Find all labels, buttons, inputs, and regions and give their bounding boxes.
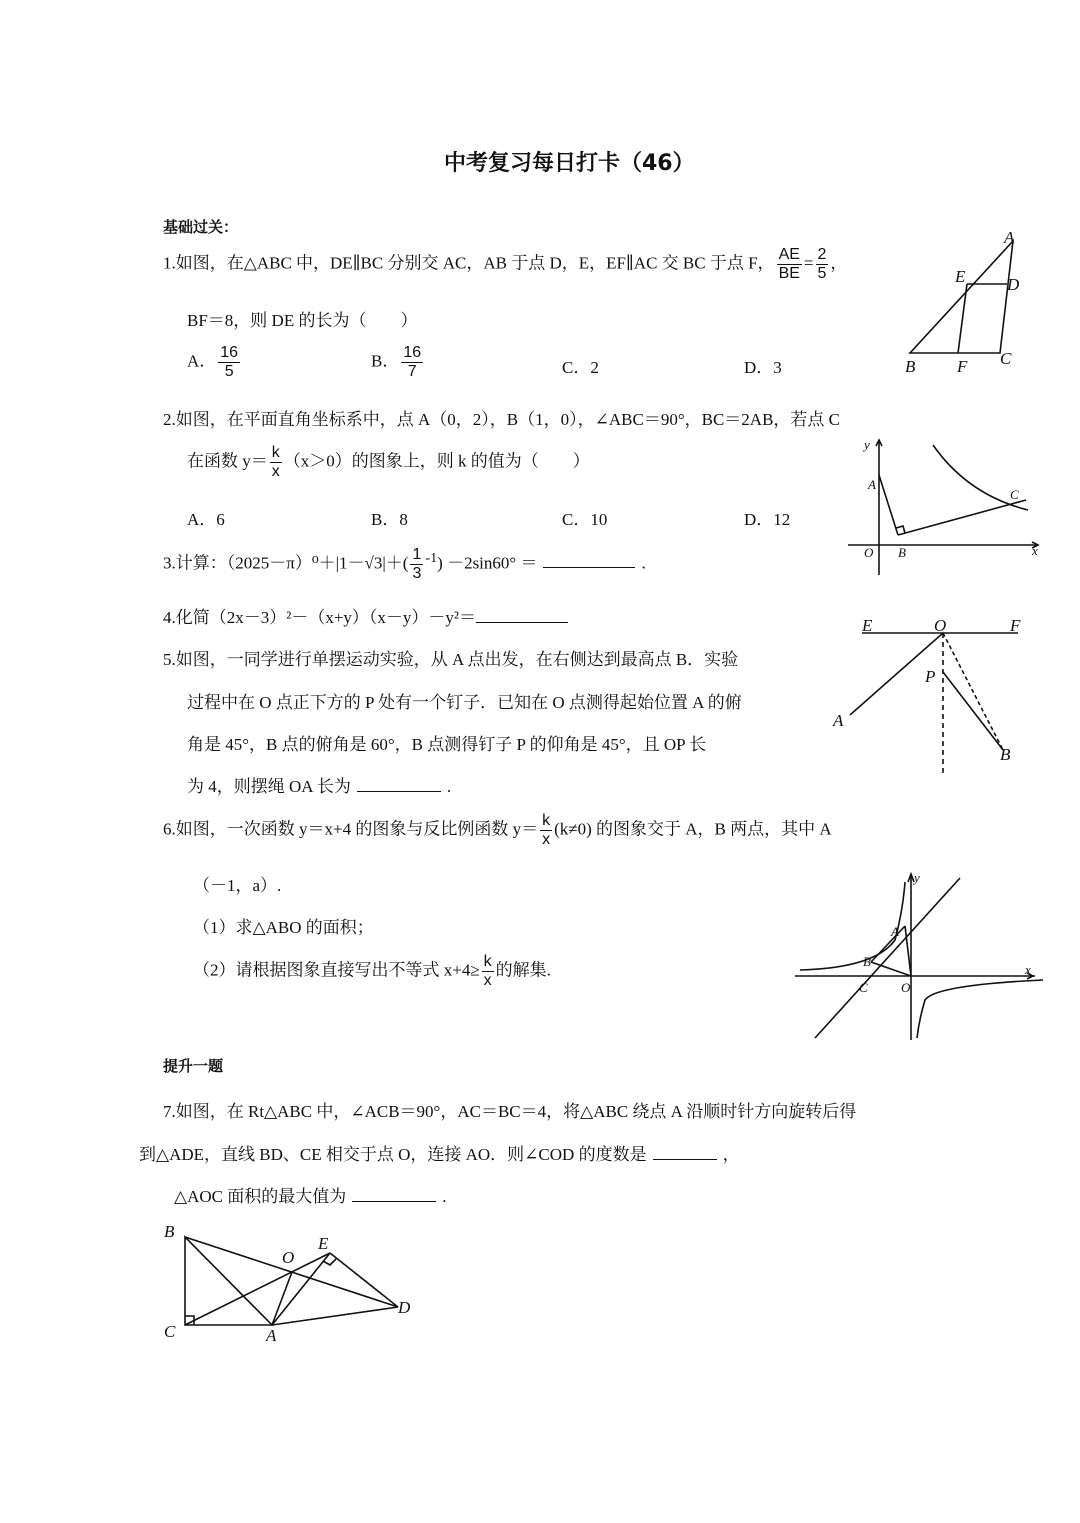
label-e: E — [318, 1234, 329, 1253]
q5-line2: 过程中在 O 点正下方的 P 处有一个钉子．已知在 O 点测得起始位置 A 的俯 — [187, 693, 742, 712]
label-d: D — [398, 1298, 411, 1317]
frac-num: k — [483, 953, 492, 970]
q7-rotation-figure — [160, 1215, 420, 1345]
exponent: -1 — [425, 549, 438, 566]
frac-den: 5 — [817, 265, 827, 282]
text: . — [446, 777, 452, 796]
label-o: O — [864, 545, 874, 560]
q4-answer-blank[interactable] — [476, 608, 568, 623]
label-a: A — [891, 924, 899, 939]
frac-num: AE — [778, 246, 800, 263]
section-basic: 基础过关： — [163, 218, 239, 236]
text: 为 4，则摆绳 OA 长为 — [187, 777, 351, 796]
label-o: O — [934, 616, 947, 635]
label-f: F — [1010, 616, 1021, 635]
q4-text — [163, 603, 574, 628]
frac-num: 16 — [403, 344, 422, 361]
q6-sub1: （1）求△ABO 的面积； — [193, 918, 374, 937]
label-c: C — [1010, 487, 1019, 502]
label-a: A — [868, 477, 876, 492]
q7-line2 — [139, 1140, 740, 1165]
q1-text — [163, 246, 847, 283]
text: 6.如图，一次函数 y＝x+4 的图象与反比例函数 y＝ — [163, 819, 539, 839]
q5-line1: 5.如图，一同学进行单摆运动实验，从 A 点出发，在右侧达到最高点 B．实验 — [163, 650, 739, 669]
label-p: P — [925, 667, 936, 686]
q7-angle-blank[interactable] — [653, 1145, 717, 1160]
q3-fraction — [410, 546, 423, 583]
option-label: B． — [371, 351, 400, 371]
q6-line1 — [163, 812, 832, 849]
q2-fraction — [270, 444, 282, 481]
label-o: O — [901, 980, 911, 995]
eq: = — [803, 253, 814, 273]
q1-option-d[interactable]: D．3 — [744, 358, 782, 377]
q7-area-blank[interactable] — [352, 1187, 436, 1202]
frac-den: x — [542, 831, 551, 848]
frac-num: 1 — [412, 546, 422, 563]
frac-num: 16 — [220, 344, 239, 361]
label-b: B — [905, 357, 916, 376]
q1-line1: 1.如图，在△ABC 中，DE∥BC 分别交 AC，AB 于点 D，E，EF∥AC 交 BC 于点 F， — [163, 253, 775, 273]
text: 到△ADE，直线 BD、CE 相交于点 O，连接 AO．则∠COD 的度数是 — [139, 1145, 647, 1164]
q1-option-a[interactable] — [187, 344, 242, 381]
label-b: B — [863, 954, 871, 969]
q5-pendulum-figure — [828, 612, 1028, 777]
text: ， — [722, 1145, 740, 1164]
q3-text — [163, 546, 646, 583]
q2-coordinate-figure — [848, 435, 1048, 580]
q2-option-c[interactable]: C．10 — [562, 510, 608, 529]
q1-ratio-fraction — [777, 246, 802, 283]
frac-num: k — [542, 812, 551, 829]
text: 的解集. — [495, 960, 551, 980]
q5-line3: 角是 45°，B 点的俯角是 60°，B 点测得钉子 P 的仰角是 45°，且 OP 长 — [187, 735, 707, 754]
label-e: E — [862, 616, 873, 635]
label-e: E — [955, 267, 966, 286]
label-c: C — [859, 980, 868, 995]
text: 在函数 y＝ — [187, 451, 268, 471]
label-x: x — [1032, 543, 1038, 558]
label-x: x — [1025, 962, 1031, 977]
label-f: F — [957, 357, 968, 376]
text: △AOC 面积的最大值为 — [174, 1187, 347, 1206]
comma: ， — [830, 253, 848, 273]
frac-num: 2 — [817, 246, 827, 263]
page-title: 中考复习每日打卡（46） — [444, 151, 695, 176]
label-y: y — [864, 437, 870, 452]
label-y: y — [914, 870, 920, 885]
label-b: B — [1000, 745, 1011, 764]
text: 3.计算：（2025－π）⁰＋|1－√3|＋( — [163, 553, 409, 573]
frac-num: k — [271, 444, 280, 461]
frac-den: 3 — [412, 565, 422, 582]
q1-option-c[interactable]: C．2 — [562, 358, 599, 377]
option-fraction — [218, 344, 240, 381]
frac-den: x — [271, 463, 280, 480]
label-d: D — [1007, 275, 1020, 294]
option-fraction — [401, 344, 423, 381]
q2-option-d[interactable]: D．12 — [744, 510, 791, 529]
q6-function-figure — [795, 870, 1045, 1042]
label-b: B — [164, 1222, 175, 1241]
q6-sub2-fraction — [482, 953, 494, 990]
text: (k≠0) 的图象交于 A，B 两点，其中 A — [554, 819, 832, 839]
frac-den: 7 — [407, 363, 417, 380]
option-label: A． — [187, 351, 217, 371]
q2-option-b[interactable]: B．8 — [371, 510, 408, 529]
text: . — [442, 1187, 447, 1206]
label-a: A — [1004, 228, 1015, 247]
frac-den: BE — [778, 265, 800, 282]
q6-sub2 — [193, 953, 551, 990]
label-a: A — [833, 711, 844, 730]
q2-line2 — [187, 444, 590, 481]
q5-line4 — [187, 772, 451, 797]
section-advanced: 提升一题 — [163, 1057, 224, 1075]
frac-den: x — [483, 972, 492, 989]
text: . — [641, 553, 646, 573]
q1-line2: BF＝8，则 DE 的长为（ ） — [187, 311, 418, 330]
label-c: C — [164, 1322, 176, 1341]
q5-answer-blank[interactable] — [357, 777, 441, 792]
q2-option-a[interactable]: A．6 — [187, 510, 225, 529]
text: （2）请根据图象直接写出不等式 x+4≥ — [193, 960, 480, 980]
label-a: A — [266, 1326, 277, 1345]
q7-line3 — [174, 1182, 446, 1207]
label-b: B — [898, 545, 906, 560]
q6-line2: （－1，a）. — [193, 876, 282, 895]
q3-answer-blank[interactable] — [543, 553, 635, 568]
label-c: C — [1000, 349, 1012, 368]
frac-den: 5 — [224, 363, 234, 380]
q7-line1: 7.如图，在 Rt△ABC 中，∠ACB＝90°，AC＝BC＝4，将△ABC 绕点 A 沿顺时针方向旋转后得 — [163, 1102, 857, 1121]
q2-line1: 2.如图，在平面直角坐标系中，点 A（0，2），B（1，0），∠ABC＝90°，BC＝2AB，若点 C — [163, 410, 840, 429]
q1-option-b[interactable] — [371, 344, 425, 381]
q1-triangle-figure — [895, 225, 1035, 380]
q1-value-fraction — [816, 246, 829, 283]
text: ) －2sin60° ＝ — [437, 553, 538, 573]
q6-fraction — [540, 812, 552, 849]
text: （x＞0）的图象上，则 k 的值为（ ） — [283, 451, 590, 471]
text: 4.化简（2x－3）²－（x+y）（x－y）－y²＝ — [163, 608, 477, 627]
label-o: O — [282, 1248, 295, 1267]
